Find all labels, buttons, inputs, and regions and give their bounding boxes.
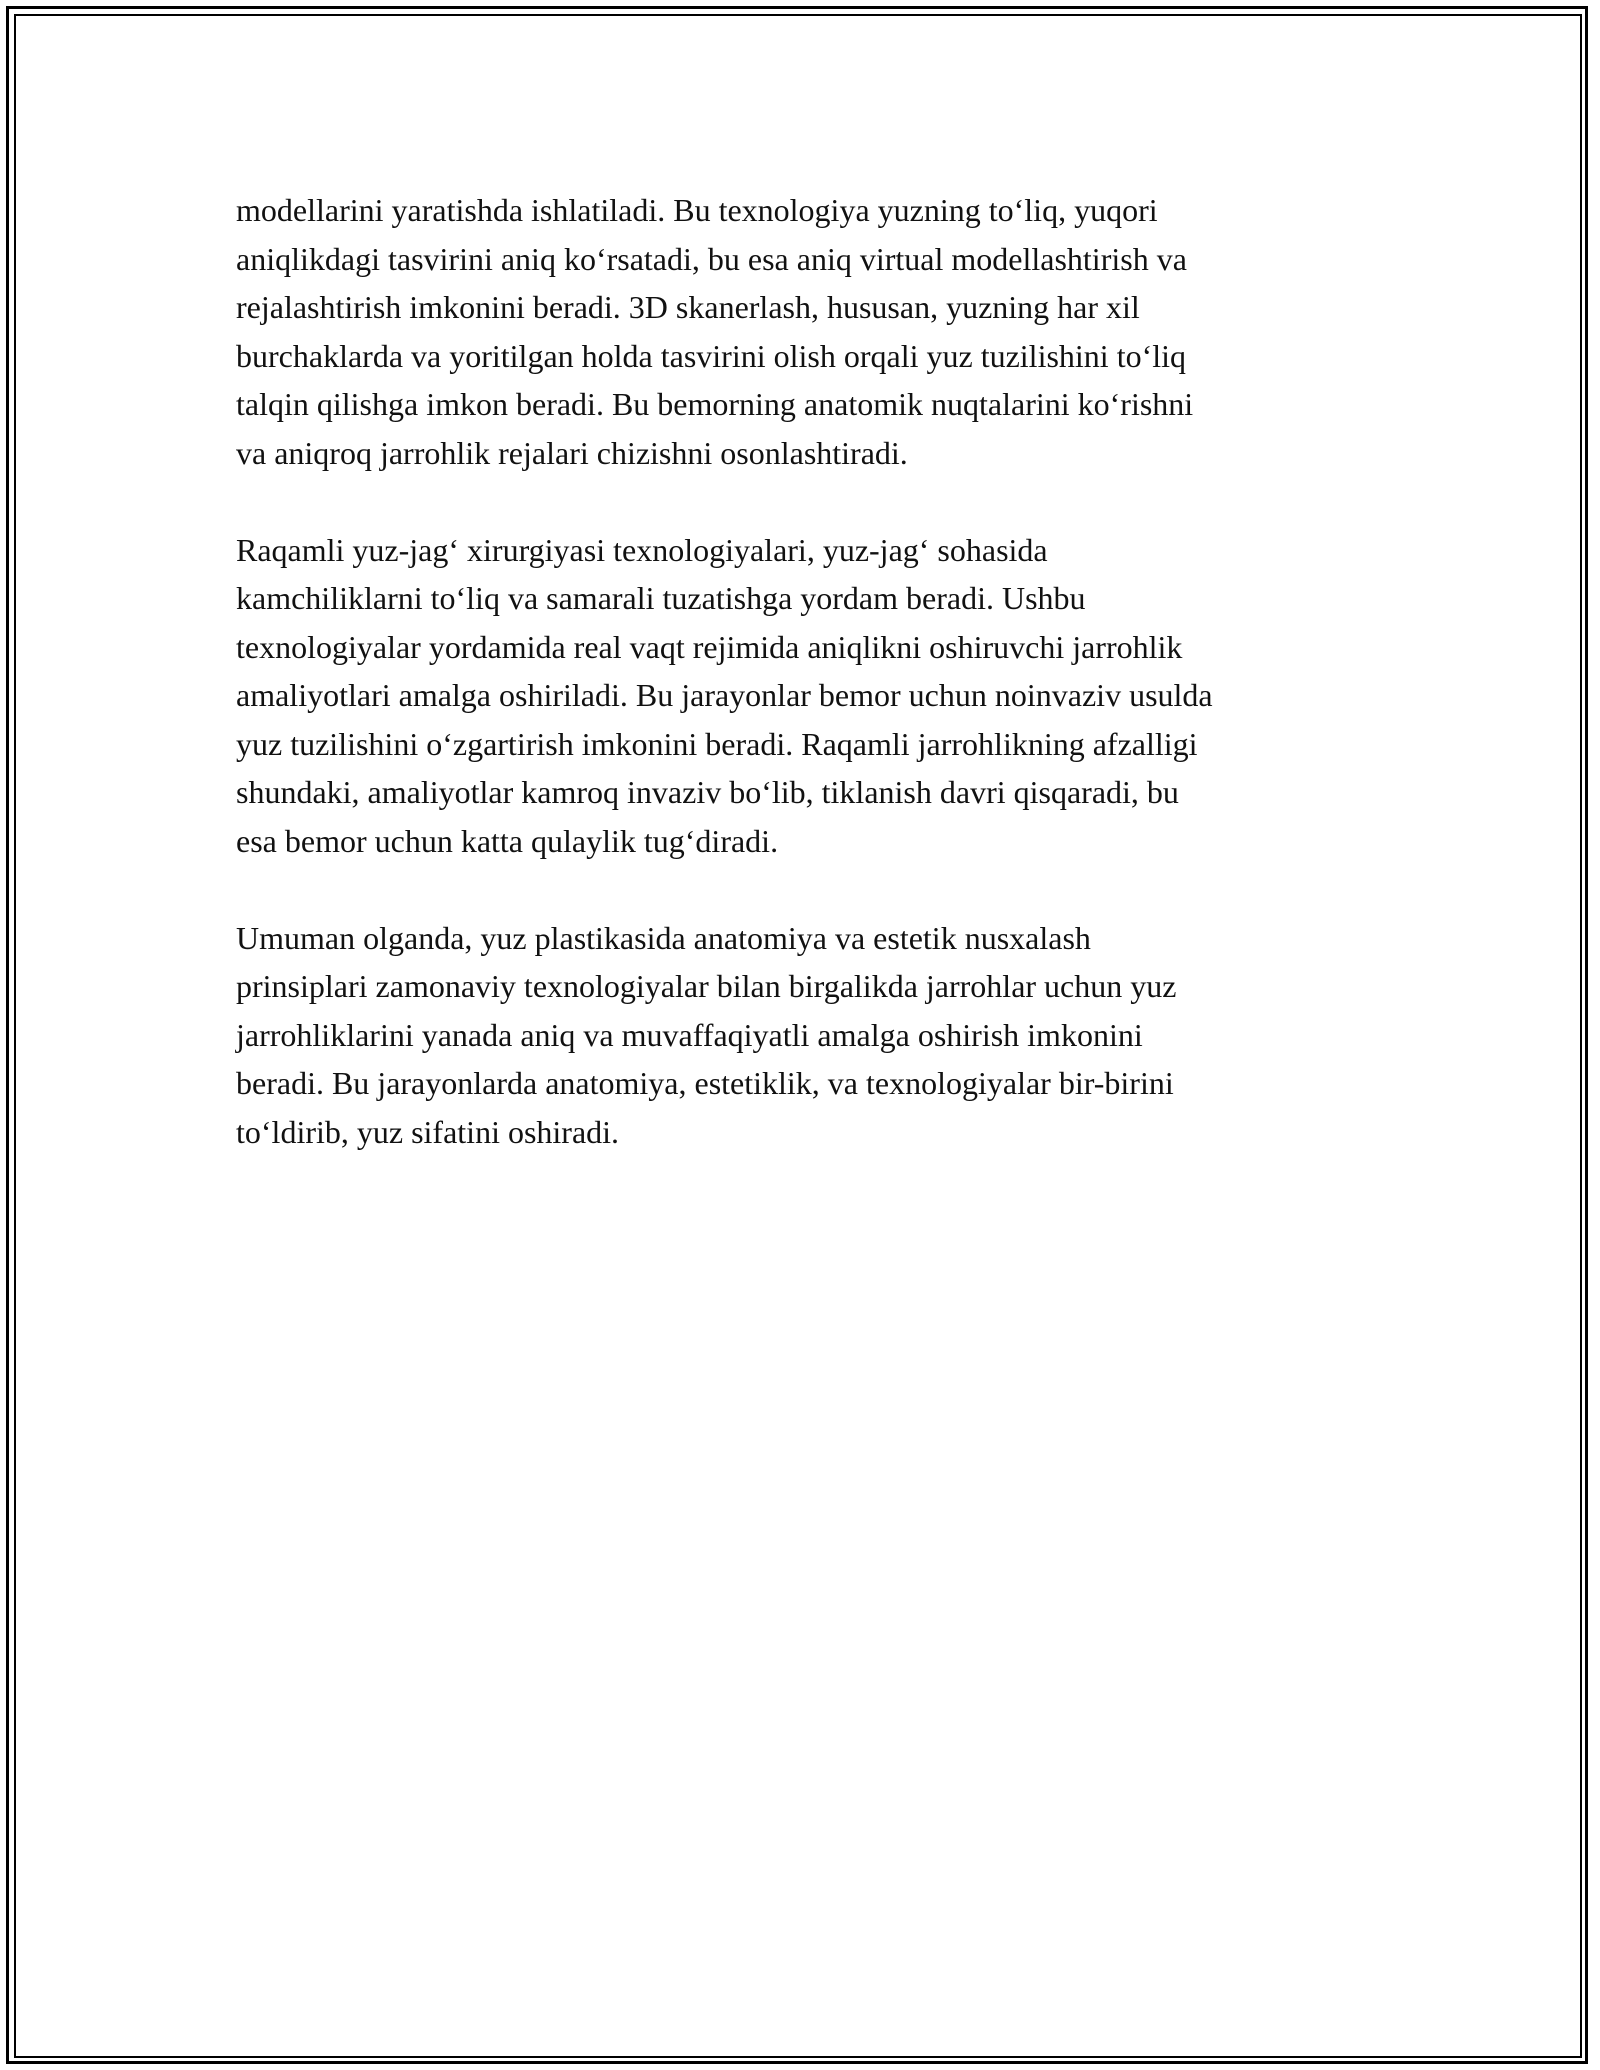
paragraph-1: modellarini yaratishda ishlatiladi. Bu texnologiya yuzning to‘liq, yuqori aniqlikdagi tasvirini aniq ko‘rsatadi, bu esa aniq virtual modellashtirish va rejalashtirish imkonini beradi. 3D skanerlash, hususan, yuzning har xil burchaklarda va yoritilgan holda tasvirini olish orqali yuz tuzilishini to‘liq talqin qilishga imkon beradi. Bu bemorning anatomik nuqtalarini ko‘rishni va aniqroq jarrohlik rejalari chizishni osonlashtiradi. [236, 192, 1194, 471]
paragraph-3: Umuman olganda, yuz plastikasida anatomiya va estetik nusxalash prinsiplari zamonaviy texnologiyalar bilan birgalikda jarrohlar uchun yuz jarrohliklarini yanada aniq va muvaffaqiyatli amalga oshirish imkonini beradi. Bu jarayonlarda anatomiya, estetiklik, va texnologiyalar bir-birini to‘ldirib, yuz sifatini oshiradi. [236, 919, 1177, 1150]
paragraph-2: Raqamli yuz-jag‘ xirurgiyasi texnologiyalari, yuz-jag‘ sohasida kamchiliklarni to‘liq va samarali tuzatishga yordam beradi. Ushbu texnologiyalar yordamida real vaqt rejimida aniqlikni oshiruvchi jarrohlik amaliyotlari amalga oshiriladi. Bu jarayonlar bemor uchun noinvaziv usulda yuz tuzilishini o‘zgartirish imkonini beradi. Raqamli jarrohlikning afzalligi shundaki, amaliyotlar kamroq invaziv bo‘lib, tiklanish davri qisqaradi, bu esa bemor uchun katta qulaylik tug‘diradi. [236, 531, 1213, 859]
document-body [236, 186, 1376, 1156]
